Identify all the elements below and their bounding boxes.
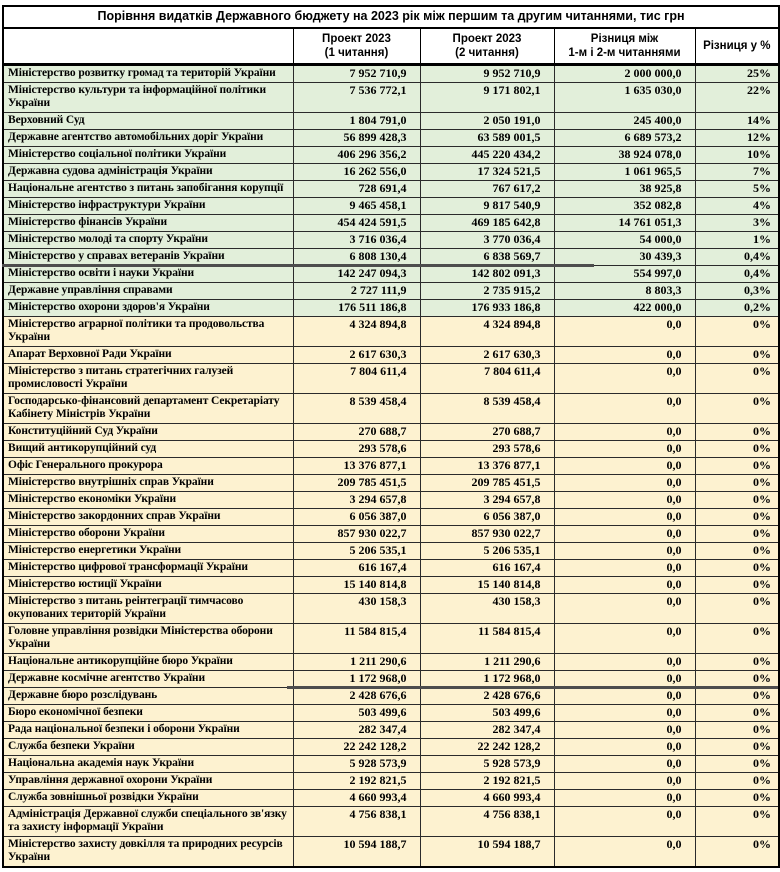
- difference-value-cell: 30 439,3: [554, 249, 695, 266]
- reading1-value-cell: 2 617 630,3: [293, 347, 420, 364]
- table-row: [3, 266, 779, 283]
- reading1-value-cell: 1 172 968,0: [293, 671, 420, 688]
- table-row: [3, 543, 779, 560]
- agency-name-cell: Національне антикорупційне бюро України: [3, 654, 293, 671]
- reading1-value-cell: 16 262 556,0: [293, 164, 420, 181]
- reading1-value-cell: 406 296 356,2: [293, 147, 420, 164]
- reading1-value-cell: 176 511 186,8: [293, 300, 420, 317]
- reading2-value-cell: 6 838 569,7: [420, 249, 554, 266]
- agency-name-cell: Міністерство інфраструктури України: [3, 198, 293, 215]
- reading1-value-cell: 454 424 591,5: [293, 215, 420, 232]
- difference-value-cell: 6 689 573,2: [554, 130, 695, 147]
- difference-percent-cell: 0%: [695, 475, 779, 492]
- difference-value-cell: 1 635 030,0: [554, 83, 695, 113]
- column-header-reading1-line2: (1 читання): [324, 47, 389, 59]
- reading2-value-cell: 282 347,4: [420, 722, 554, 739]
- table-row: [3, 130, 779, 147]
- table-row: [3, 773, 779, 790]
- difference-percent-cell: 0%: [695, 560, 779, 577]
- table-row: [3, 215, 779, 232]
- reading2-value-cell: 6 056 387,0: [420, 509, 554, 526]
- difference-value-cell: 0,0: [554, 364, 695, 394]
- difference-value-cell: 352 082,8: [554, 198, 695, 215]
- difference-value-cell: 0,0: [554, 458, 695, 475]
- reading1-value-cell: 209 785 451,5: [293, 475, 420, 492]
- reading2-value-cell: 63 589 001,5: [420, 130, 554, 147]
- table-row: [3, 756, 779, 773]
- table-row: [3, 560, 779, 577]
- difference-value-cell: 0,0: [554, 773, 695, 790]
- page-break-line-top: [2, 264, 594, 267]
- agency-name-cell: Рада національної безпеки і оборони України: [3, 722, 293, 739]
- agency-name-cell: Господарсько-фінансовий департамент Секретаріату Кабінету Міністрів України: [3, 394, 293, 424]
- difference-percent-cell: 7%: [695, 164, 779, 181]
- table-row: [3, 509, 779, 526]
- reading2-value-cell: 270 688,7: [420, 424, 554, 441]
- budget-comparison-table: [2, 5, 780, 868]
- table-title: Порівння видатків Державного бюджету на 2023 рік між першим та другим читаннями, тис грн: [3, 6, 779, 28]
- difference-percent-cell: 0,4%: [695, 266, 779, 283]
- reading2-value-cell: 17 324 521,5: [420, 164, 554, 181]
- reading2-value-cell: 1 211 290,6: [420, 654, 554, 671]
- reading2-value-cell: 7 804 611,4: [420, 364, 554, 394]
- difference-value-cell: 0,0: [554, 624, 695, 654]
- difference-percent-cell: 0%: [695, 577, 779, 594]
- agency-name-cell: Міністерство внутрішніх справ України: [3, 475, 293, 492]
- difference-value-cell: 0,0: [554, 543, 695, 560]
- difference-value-cell: 54 000,0: [554, 232, 695, 249]
- difference-percent-cell: 14%: [695, 113, 779, 130]
- difference-value-cell: 0,0: [554, 807, 695, 837]
- table-row: [3, 807, 779, 837]
- difference-percent-cell: 0%: [695, 441, 779, 458]
- agency-name-cell: Апарат Верховної Ради України: [3, 347, 293, 364]
- table-row: [3, 181, 779, 198]
- table-row: [3, 364, 779, 394]
- table-row: [3, 441, 779, 458]
- reading2-value-cell: 445 220 434,2: [420, 147, 554, 164]
- table-row: [3, 594, 779, 624]
- reading2-value-cell: 15 140 814,8: [420, 577, 554, 594]
- reading2-value-cell: 2 617 630,3: [420, 347, 554, 364]
- table-row: [3, 458, 779, 475]
- table-row: [3, 790, 779, 807]
- agency-name-cell: Адміністрація Державної служби спеціального зв'язку та захисту інформації України: [3, 807, 293, 837]
- table-row: [3, 147, 779, 164]
- reading1-value-cell: 7 952 710,9: [293, 65, 420, 83]
- table-row: [3, 83, 779, 113]
- column-header-percent: [695, 28, 779, 65]
- reading1-value-cell: 56 899 428,3: [293, 130, 420, 147]
- agency-name-cell: Міністерство цифрової трансформації України: [3, 560, 293, 577]
- reading2-value-cell: 3 770 036,4: [420, 232, 554, 249]
- agency-name-cell: Міністерство охорони здоров'я України: [3, 300, 293, 317]
- difference-percent-cell: 0%: [695, 458, 779, 475]
- difference-value-cell: 245 400,0: [554, 113, 695, 130]
- table-row: [3, 300, 779, 317]
- difference-percent-cell: 0%: [695, 756, 779, 773]
- table-row: [3, 65, 779, 83]
- agency-name-cell: Конституційний Суд України: [3, 424, 293, 441]
- table-body: [3, 65, 779, 868]
- table-row: [3, 283, 779, 300]
- agency-name-cell: Міністерство з питань реінтеграції тимчасово окупованих територій України: [3, 594, 293, 624]
- difference-value-cell: 0,0: [554, 577, 695, 594]
- column-header-agency: [3, 28, 293, 65]
- reading2-value-cell: 503 499,6: [420, 705, 554, 722]
- column-header-difference-line1: Різниця між: [590, 33, 659, 45]
- difference-percent-cell: 0%: [695, 347, 779, 364]
- difference-value-cell: 0,0: [554, 492, 695, 509]
- reading1-value-cell: 2 727 111,9: [293, 283, 420, 300]
- agency-name-cell: Міністерство захисту довкілля та природних ресурсів України: [3, 837, 293, 868]
- reading2-value-cell: 176 933 186,8: [420, 300, 554, 317]
- column-header-reading1-line1: Проект 2023: [322, 33, 391, 45]
- difference-value-cell: 0,0: [554, 705, 695, 722]
- agency-name-cell: Міністерство молоді та спорту України: [3, 232, 293, 249]
- reading2-value-cell: 2 428 676,6: [420, 688, 554, 705]
- table-row: [3, 198, 779, 215]
- agency-name-cell: Державне агентство автомобільних доріг України: [3, 130, 293, 147]
- difference-percent-cell: 0%: [695, 526, 779, 543]
- reading1-value-cell: 3 716 036,4: [293, 232, 420, 249]
- agency-name-cell: Міністерство закордонних справ України: [3, 509, 293, 526]
- reading2-value-cell: 4 756 838,1: [420, 807, 554, 837]
- agency-name-cell: Верховний Суд: [3, 113, 293, 130]
- difference-percent-cell: 1%: [695, 232, 779, 249]
- column-header-difference: [554, 28, 695, 65]
- difference-value-cell: 38 925,8: [554, 181, 695, 198]
- reading2-value-cell: 9 171 802,1: [420, 83, 554, 113]
- column-header-row: [3, 28, 779, 65]
- reading1-value-cell: 1 211 290,6: [293, 654, 420, 671]
- reading2-value-cell: 9 817 540,9: [420, 198, 554, 215]
- agency-name-cell: Міністерство соціальної політики України: [3, 147, 293, 164]
- difference-percent-cell: 22%: [695, 83, 779, 113]
- difference-percent-cell: 0%: [695, 492, 779, 509]
- reading1-value-cell: 3 294 657,8: [293, 492, 420, 509]
- reading2-value-cell: 5 206 535,1: [420, 543, 554, 560]
- agency-name-cell: Державне бюро розслідувань: [3, 688, 293, 705]
- difference-value-cell: 0,0: [554, 756, 695, 773]
- reading2-value-cell: 857 930 022,7: [420, 526, 554, 543]
- reading1-value-cell: 728 691,4: [293, 181, 420, 198]
- reading1-value-cell: 9 465 458,1: [293, 198, 420, 215]
- reading2-value-cell: 209 785 451,5: [420, 475, 554, 492]
- difference-percent-cell: 25%: [695, 65, 779, 83]
- reading1-value-cell: 6 808 130,4: [293, 249, 420, 266]
- reading1-value-cell: 293 578,6: [293, 441, 420, 458]
- difference-percent-cell: 0,4%: [695, 249, 779, 266]
- difference-value-cell: 0,0: [554, 654, 695, 671]
- reading1-value-cell: 142 247 094,3: [293, 266, 420, 283]
- reading1-value-cell: 4 756 838,1: [293, 807, 420, 837]
- table-row: [3, 492, 779, 509]
- reading2-value-cell: 4 660 993,4: [420, 790, 554, 807]
- difference-percent-cell: 5%: [695, 181, 779, 198]
- reading1-value-cell: 4 660 993,4: [293, 790, 420, 807]
- difference-percent-cell: 0%: [695, 543, 779, 560]
- difference-percent-cell: 0,3%: [695, 283, 779, 300]
- page-break-line-bottom: [287, 686, 778, 689]
- agency-name-cell: Державне управління справами: [3, 283, 293, 300]
- table-row: [3, 394, 779, 424]
- agency-name-cell: Управління державної охорони України: [3, 773, 293, 790]
- reading1-value-cell: 8 539 458,4: [293, 394, 420, 424]
- reading2-value-cell: 8 539 458,4: [420, 394, 554, 424]
- reading2-value-cell: 13 376 877,1: [420, 458, 554, 475]
- difference-value-cell: 0,0: [554, 394, 695, 424]
- difference-percent-cell: 0%: [695, 790, 779, 807]
- difference-percent-cell: 0%: [695, 773, 779, 790]
- table-row: [3, 475, 779, 492]
- agency-name-cell: Державна судова адміністрація України: [3, 164, 293, 181]
- table-row: [3, 232, 779, 249]
- reading1-value-cell: 270 688,7: [293, 424, 420, 441]
- table-row: [3, 688, 779, 705]
- difference-percent-cell: 10%: [695, 147, 779, 164]
- reading1-value-cell: 5 206 535,1: [293, 543, 420, 560]
- difference-value-cell: 14 761 051,3: [554, 215, 695, 232]
- agency-name-cell: Служба безпеки України: [3, 739, 293, 756]
- reading1-value-cell: 5 928 573,9: [293, 756, 420, 773]
- reading2-value-cell: 767 617,2: [420, 181, 554, 198]
- reading2-value-cell: 3 294 657,8: [420, 492, 554, 509]
- agency-name-cell: Міністерство аграрної політики та продовольства України: [3, 317, 293, 347]
- agency-name-cell: Офіс Генерального прокурора: [3, 458, 293, 475]
- agency-name-cell: Національна академія наук України: [3, 756, 293, 773]
- table-row: [3, 526, 779, 543]
- column-header-reading2: [420, 28, 554, 65]
- reading2-value-cell: 469 185 642,8: [420, 215, 554, 232]
- difference-value-cell: 0,0: [554, 594, 695, 624]
- agency-name-cell: Міністерство юстиції України: [3, 577, 293, 594]
- table-row: [3, 424, 779, 441]
- agency-name-cell: Міністерство культури та інформаційної політики України: [3, 83, 293, 113]
- column-header-percent-label: Різниця у %: [703, 40, 771, 52]
- difference-percent-cell: 0%: [695, 654, 779, 671]
- reading2-value-cell: 9 952 710,9: [420, 65, 554, 83]
- table-row: [3, 722, 779, 739]
- reading2-value-cell: 2 192 821,5: [420, 773, 554, 790]
- difference-value-cell: 0,0: [554, 317, 695, 347]
- difference-percent-cell: 0%: [695, 837, 779, 868]
- reading1-value-cell: 15 140 814,8: [293, 577, 420, 594]
- difference-percent-cell: 0%: [695, 317, 779, 347]
- agency-name-cell: Державне космічне агентство України: [3, 671, 293, 688]
- reading1-value-cell: 430 158,3: [293, 594, 420, 624]
- difference-value-cell: 1 061 965,5: [554, 164, 695, 181]
- reading1-value-cell: 11 584 815,4: [293, 624, 420, 654]
- agency-name-cell: Міністерство енергетики України: [3, 543, 293, 560]
- difference-percent-cell: 0%: [695, 705, 779, 722]
- reading1-value-cell: 6 056 387,0: [293, 509, 420, 526]
- difference-value-cell: 422 000,0: [554, 300, 695, 317]
- difference-percent-cell: 0%: [695, 722, 779, 739]
- difference-value-cell: 38 924 078,0: [554, 147, 695, 164]
- reading1-value-cell: 22 242 128,2: [293, 739, 420, 756]
- reading2-value-cell: 1 172 968,0: [420, 671, 554, 688]
- reading2-value-cell: 2 735 915,2: [420, 283, 554, 300]
- reading1-value-cell: 1 804 791,0: [293, 113, 420, 130]
- difference-value-cell: 8 803,3: [554, 283, 695, 300]
- difference-percent-cell: 0%: [695, 509, 779, 526]
- reading2-value-cell: 616 167,4: [420, 560, 554, 577]
- difference-value-cell: 0,0: [554, 560, 695, 577]
- agency-name-cell: Міністерство освіти і науки України: [3, 266, 293, 283]
- difference-percent-cell: 4%: [695, 198, 779, 215]
- reading2-value-cell: 5 928 573,9: [420, 756, 554, 773]
- agency-name-cell: Служба зовнішньої розвідки України: [3, 790, 293, 807]
- difference-percent-cell: 0%: [695, 394, 779, 424]
- table-row: [3, 739, 779, 756]
- difference-percent-cell: 0%: [695, 807, 779, 837]
- reading2-value-cell: 142 802 091,3: [420, 266, 554, 283]
- table-row: [3, 164, 779, 181]
- agency-name-cell: Головне управління розвідки Міністерства оборони України: [3, 624, 293, 654]
- table-row: [3, 113, 779, 130]
- table-row: [3, 654, 779, 671]
- difference-value-cell: 0,0: [554, 441, 695, 458]
- table-row: [3, 347, 779, 364]
- difference-value-cell: 554 997,0: [554, 266, 695, 283]
- agency-name-cell: Міністерство у справах ветеранів України: [3, 249, 293, 266]
- difference-value-cell: 0,0: [554, 526, 695, 543]
- table-row: [3, 837, 779, 868]
- agency-name-cell: Міністерство з питань стратегічних галузей промисловості України: [3, 364, 293, 394]
- difference-percent-cell: 12%: [695, 130, 779, 147]
- agency-name-cell: Бюро економічної безпеки: [3, 705, 293, 722]
- agency-name-cell: Міністерство розвитку громад та територій України: [3, 65, 293, 83]
- column-header-difference-line2: 1-м і 2-м читаннями: [568, 47, 681, 59]
- difference-value-cell: 0,0: [554, 722, 695, 739]
- reading1-value-cell: 616 167,4: [293, 560, 420, 577]
- difference-percent-cell: 0%: [695, 624, 779, 654]
- difference-value-cell: 0,0: [554, 688, 695, 705]
- reading2-value-cell: 22 242 128,2: [420, 739, 554, 756]
- difference-percent-cell: 0%: [695, 424, 779, 441]
- reading2-value-cell: 2 050 191,0: [420, 113, 554, 130]
- difference-percent-cell: 0%: [695, 671, 779, 688]
- table-row: [3, 577, 779, 594]
- agency-name-cell: Міністерство фінансів України: [3, 215, 293, 232]
- difference-value-cell: 0,0: [554, 347, 695, 364]
- agency-name-cell: Міністерство оборони України: [3, 526, 293, 543]
- difference-value-cell: 0,0: [554, 509, 695, 526]
- difference-value-cell: 0,0: [554, 739, 695, 756]
- title-row: [3, 6, 779, 28]
- reading1-value-cell: 13 376 877,1: [293, 458, 420, 475]
- difference-percent-cell: 0,2%: [695, 300, 779, 317]
- reading1-value-cell: 10 594 188,7: [293, 837, 420, 868]
- reading2-value-cell: 11 584 815,4: [420, 624, 554, 654]
- reading1-value-cell: 7 804 611,4: [293, 364, 420, 394]
- difference-percent-cell: 3%: [695, 215, 779, 232]
- reading1-value-cell: 2 192 821,5: [293, 773, 420, 790]
- reading2-value-cell: 293 578,6: [420, 441, 554, 458]
- difference-value-cell: 0,0: [554, 837, 695, 868]
- table-row: [3, 705, 779, 722]
- column-header-reading1: [293, 28, 420, 65]
- reading2-value-cell: 10 594 188,7: [420, 837, 554, 868]
- difference-value-cell: 0,0: [554, 671, 695, 688]
- difference-percent-cell: 0%: [695, 594, 779, 624]
- difference-percent-cell: 0%: [695, 688, 779, 705]
- agency-name-cell: Вищий антикорупційний суд: [3, 441, 293, 458]
- table-row: [3, 317, 779, 347]
- reading1-value-cell: 4 324 894,8: [293, 317, 420, 347]
- difference-value-cell: 0,0: [554, 790, 695, 807]
- column-header-reading2-line2: (2 читання): [455, 47, 519, 59]
- reading2-value-cell: 430 158,3: [420, 594, 554, 624]
- reading1-value-cell: 282 347,4: [293, 722, 420, 739]
- table-row: [3, 624, 779, 654]
- reading1-value-cell: 2 428 676,6: [293, 688, 420, 705]
- reading1-value-cell: 7 536 772,1: [293, 83, 420, 113]
- agency-name-cell: Міністерство економіки України: [3, 492, 293, 509]
- difference-value-cell: 2 000 000,0: [554, 65, 695, 83]
- difference-percent-cell: 0%: [695, 739, 779, 756]
- reading1-value-cell: 857 930 022,7: [293, 526, 420, 543]
- reading2-value-cell: 4 324 894,8: [420, 317, 554, 347]
- column-header-reading2-line1: Проект 2023: [452, 33, 522, 45]
- reading1-value-cell: 503 499,6: [293, 705, 420, 722]
- agency-name-cell: Національне агентство з питань запобігання корупції: [3, 181, 293, 198]
- difference-value-cell: 0,0: [554, 475, 695, 492]
- difference-value-cell: 0,0: [554, 424, 695, 441]
- difference-percent-cell: 0%: [695, 364, 779, 394]
